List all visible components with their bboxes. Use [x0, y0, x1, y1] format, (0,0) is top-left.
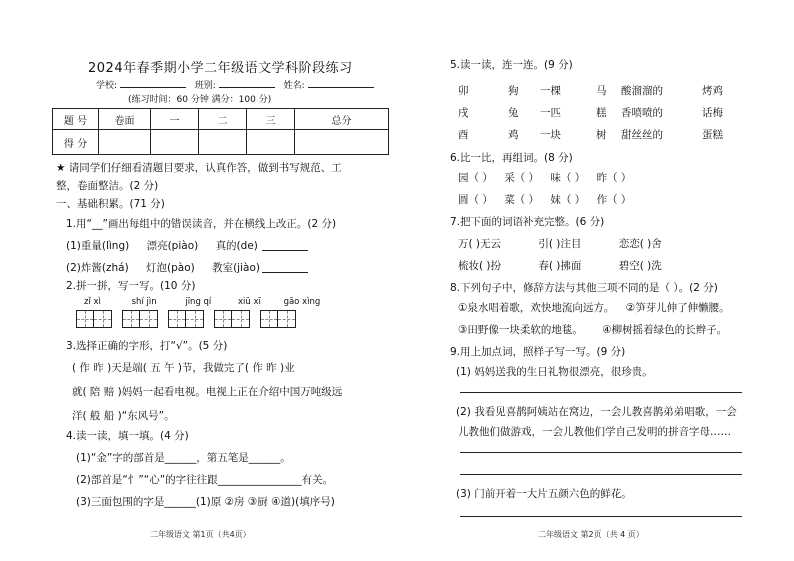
q6-row-2: 圆（ ） 菜（ ） 妹（ ） 作（ ） — [458, 194, 632, 206]
q8-options-row-1 — [458, 300, 730, 315]
score-header: 三 — [247, 109, 295, 130]
q8-options-row-2 — [458, 322, 727, 337]
q1-answer-line[interactable] — [262, 250, 308, 251]
q9-sentence-1: (1) 妈妈送我的生日礼物很漂亮，很珍贵。 — [456, 366, 653, 378]
score-cell[interactable] — [199, 130, 247, 155]
q5-column-4: 马 糕 树 — [596, 85, 607, 141]
q3-line-1: ( 作 昨 )天是端( 五 午 )节，我做完了( 作 昨 )业 — [72, 362, 295, 374]
q4-line-3: (3)三面包围的字是______(1)原 ②房 ③厨 ④道)(填序号) — [76, 496, 335, 508]
q3-line-2: 就( 陪 赔 )妈妈一起看电视。电视上正在介绍中国万吨级远 — [72, 386, 343, 398]
student-info — [96, 78, 374, 91]
score-cell[interactable] — [99, 130, 151, 155]
page-title: 2024年春季期小学二年级语文学科阶段练习 — [88, 61, 353, 76]
q9-answer-line-1[interactable] — [460, 392, 742, 393]
q1-answer-line[interactable] — [262, 272, 308, 273]
q9-answer-line-2[interactable] — [460, 452, 742, 453]
question-9-prompt: 9.用上加点词，照样子写一写。(9 分) — [450, 346, 626, 358]
q4-line-1: (1)“金”字的部首是______，第五笔是______。 — [76, 452, 291, 464]
q5-column-3: 一棵 一匹 一块 — [540, 85, 561, 141]
score-header: 一 — [151, 109, 199, 130]
q9-answer-line-3[interactable] — [460, 474, 742, 475]
question-3-prompt: 3.选择正确的字形，打“√”。(5 分) — [66, 340, 228, 352]
score-cell[interactable] — [295, 130, 389, 155]
q3-line-3: 洋( 般 船 )“东风号”。 — [72, 410, 175, 422]
score-table — [52, 108, 389, 155]
q2-writing-grid[interactable] — [76, 310, 296, 328]
score-row-label: 得 分 — [53, 130, 99, 155]
q9-answer-line-4[interactable] — [460, 516, 742, 517]
class-label: 班别: — [194, 81, 216, 91]
q5-column-5: 酸溜溜的 香喷喷的 甜丝丝的 — [621, 85, 663, 141]
q9-sentence-3: (3) 门前开着一大片五颜六色的鲜花。 — [456, 488, 632, 500]
question-5-prompt: 5.读一读，连一连。(9 分) — [450, 59, 573, 71]
q8-option-1: ①泉水唱着歌，欢快地流向远方。 — [458, 302, 615, 314]
notice-line-2: 整，卷面整洁。(2 分) — [56, 180, 159, 192]
question-2-prompt: 2.拼一拼，写一写。(10 分) — [66, 280, 196, 292]
question-7-prompt: 7.把下面的词语补充完整。(6 分) — [450, 216, 605, 228]
score-header: 总分 — [295, 109, 389, 130]
q8-option-4: ④柳树摇着绿色的长辫子。 — [602, 324, 728, 336]
question-4-prompt: 4.读一读，填一填。(4 分) — [66, 430, 189, 442]
score-cell[interactable] — [151, 130, 199, 155]
q6-row-1: 园（ ） 采（ ） 味（ ） 昨（ ） — [458, 172, 632, 184]
q5-column-2: 狗 兔 鸡 — [508, 85, 519, 141]
q7-row-1: 万( )无云 引( )注目 恋恋( )舍 — [458, 238, 662, 250]
name-label: 姓名: — [283, 81, 305, 91]
q8-option-3: ③田野像一块柔软的地毯。 — [458, 324, 583, 336]
q1-row-2: (2)炸酱(zhá) 灯泡(pào) 教室(jiào) — [66, 262, 260, 274]
score-header: 二 — [199, 109, 247, 130]
section-heading: 一、基础积累。(71 分) — [56, 198, 165, 210]
q7-row-2: 梳妆( )扮 春( )拂面 碧空( )洗 — [458, 260, 662, 272]
exam-info: (练习时间：60 分钟 满分：100 分) — [128, 95, 272, 105]
q5-column-6: 烤鸡 话梅 蛋糕 — [702, 85, 723, 141]
q8-option-2: ②笋芽儿伸了伸懒腰。 — [625, 302, 730, 314]
q2-pinyin: zǐ xì shí jìn jīng qí xiū xī gāo xìng — [84, 297, 321, 307]
q9-sentence-2b: 儿教他们做游戏，一会儿教他们学自己发明的拼音字母…… — [458, 426, 731, 438]
school-label: 学校: — [96, 81, 118, 91]
question-8-prompt: 8.下列句子中，修辞方法与其他三项不同的是（ ）。(2 分) — [450, 282, 718, 294]
score-header: 题 号 — [53, 109, 99, 130]
page-footer: 二年级语文 第2页（共 4 页） — [538, 530, 644, 539]
question-6-prompt: 6.比一比，再组词。(8 分) — [450, 152, 573, 164]
score-header: 卷面 — [99, 109, 151, 130]
notice-line-1: ★ 请同学们仔细看清题目要求，认真作答，做到书写规范、工 — [56, 162, 342, 174]
page-footer: 二年级语文 第1页（共4页） — [150, 530, 251, 539]
q1-row-1: (1)重量(lìng) 漂亮(piào) 真的(de) — [66, 240, 258, 252]
q4-line-2: (2)部首是“忄”“心”的字往往跟________________有关。 — [76, 474, 334, 486]
question-1-prompt: 1.用“__”画出每组中的错误读音，并在横线上改正。(2 分) — [66, 218, 337, 230]
q9-sentence-2a: (2) 我看见喜鹊阿姨站在窝边，一会儿教喜鹊弟弟唱歌，一会 — [456, 406, 737, 418]
score-cell[interactable] — [247, 130, 295, 155]
q5-column-1: 卯 戌 酉 — [458, 85, 469, 141]
